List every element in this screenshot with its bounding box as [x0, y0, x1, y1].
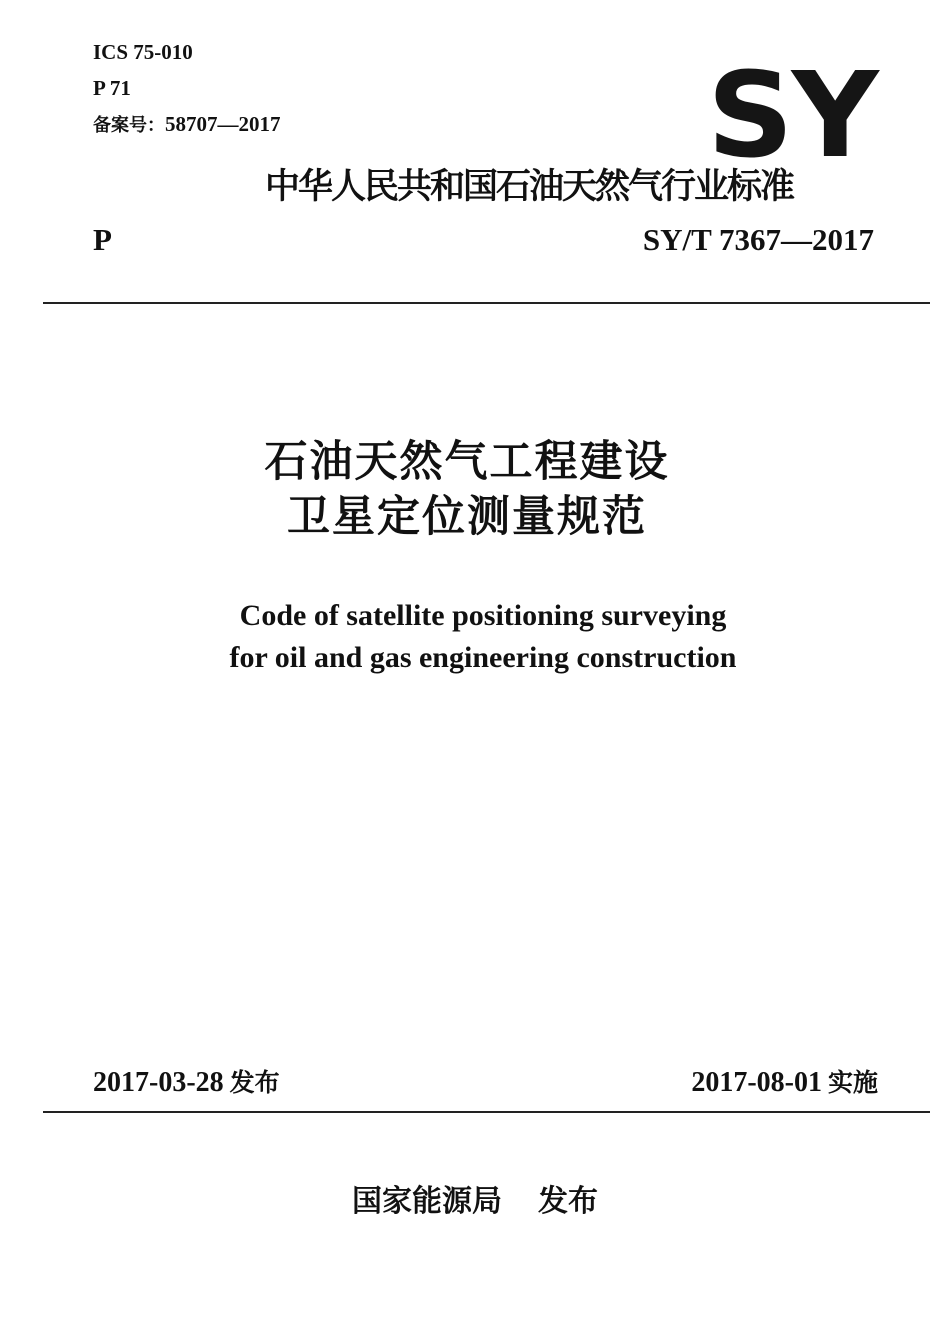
registration-number-line [93, 112, 281, 138]
ics-code: ICS 75-010 [93, 40, 193, 64]
publisher-name: 国家能源局 [352, 1184, 502, 1219]
chinese-title-line-2: 卫星定位测量规范 [287, 492, 647, 542]
implementation-date-label: 实施 [827, 1068, 878, 1097]
top-divider [43, 302, 930, 304]
issue-date-label: 发布 [229, 1068, 280, 1097]
issuing-standard-type: 中华人民共和国石油天然气行业标准 [265, 167, 794, 207]
english-title-line-2: for oil and gas engineering construction [229, 641, 737, 674]
issue-date-value: 2017-03-28 [93, 1067, 224, 1098]
ccs-code: P 71 [93, 76, 131, 100]
bottom-divider [43, 1111, 930, 1113]
publisher [0, 1180, 950, 1224]
implementation-date [691, 1065, 878, 1101]
issue-date [93, 1065, 280, 1101]
registration-number: 58707—2017 [165, 112, 281, 136]
english-title-line-1: Code of satellite positioning surveying [239, 599, 727, 632]
sy-logo: SY [707, 46, 877, 184]
chinese-title-line-1: 石油天然气工程建设 [264, 437, 670, 487]
implementation-date-value: 2017-08-01 [691, 1067, 822, 1098]
classification-letter: P [93, 222, 112, 257]
publisher-action: 发布 [538, 1184, 598, 1219]
registration-label: 备案号： [93, 115, 165, 136]
standard-number: SY/T 7367—2017 [642, 222, 874, 257]
